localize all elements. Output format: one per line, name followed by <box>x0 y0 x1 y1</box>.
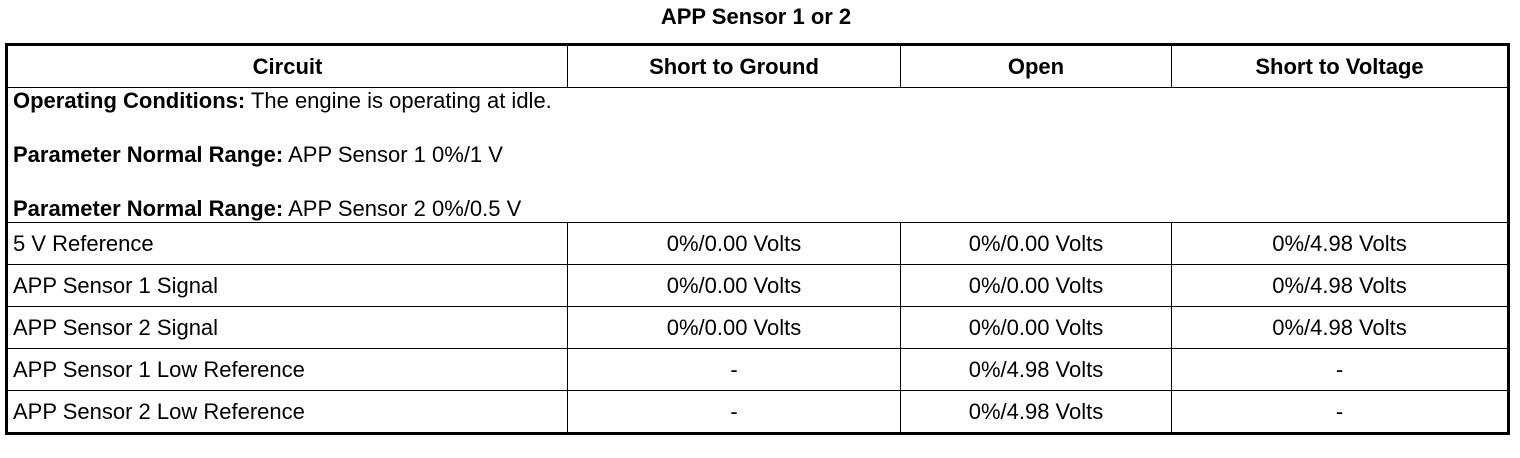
condition-text: APP Sensor 2 0%/0.5 V <box>283 196 522 221</box>
header-open: Open <box>901 45 1172 88</box>
short-to-voltage-cell: 0%/4.98 Volts <box>1172 307 1509 349</box>
open-cell: 0%/0.00 Volts <box>901 307 1172 349</box>
short-to-ground-cell: 0%/0.00 Volts <box>568 223 901 265</box>
circuit-cell: APP Sensor 1 Low Reference <box>7 349 568 391</box>
condition-label: Parameter Normal Range: <box>13 196 284 221</box>
circuit-cell: 5 V Reference <box>7 223 568 265</box>
open-cell: 0%/0.00 Volts <box>901 223 1172 265</box>
table-row <box>7 349 1509 391</box>
table-row <box>7 265 1509 307</box>
table-row <box>7 223 1509 265</box>
open-cell: 0%/4.98 Volts <box>901 349 1172 391</box>
short-to-ground-cell: - <box>568 349 901 391</box>
short-to-voltage-cell: - <box>1172 391 1509 434</box>
short-to-ground-cell: - <box>568 391 901 434</box>
table-row <box>7 391 1509 434</box>
table-row <box>7 307 1509 349</box>
header-short-to-ground: Short to Ground <box>568 45 901 88</box>
condition-label: Parameter Normal Range: <box>13 142 284 167</box>
diagnostic-table <box>5 43 1510 435</box>
parameter-range-sensor-2 <box>13 196 1502 222</box>
condition-label: Operating Conditions: <box>13 88 246 113</box>
conditions-cell <box>7 88 1509 223</box>
open-cell: 0%/0.00 Volts <box>901 265 1172 307</box>
short-to-voltage-cell: 0%/4.98 Volts <box>1172 223 1509 265</box>
open-cell: 0%/4.98 Volts <box>901 391 1172 434</box>
table-title: APP Sensor 1 or 2 <box>660 4 852 29</box>
short-to-ground-cell: 0%/0.00 Volts <box>568 307 901 349</box>
circuit-cell: APP Sensor 2 Low Reference <box>7 391 568 434</box>
short-to-voltage-cell: - <box>1172 349 1509 391</box>
header-row <box>7 45 1509 88</box>
short-to-ground-cell: 0%/0.00 Volts <box>568 265 901 307</box>
condition-text: APP Sensor 1 0%/1 V <box>283 142 503 167</box>
short-to-voltage-cell: 0%/4.98 Volts <box>1172 265 1509 307</box>
parameter-range-sensor-1 <box>13 142 1502 168</box>
header-short-to-voltage: Short to Voltage <box>1172 45 1509 88</box>
circuit-cell: APP Sensor 2 Signal <box>7 307 568 349</box>
condition-text: The engine is operating at idle. <box>245 88 552 113</box>
circuit-cell: APP Sensor 1 Signal <box>7 265 568 307</box>
header-circuit: Circuit <box>7 45 568 88</box>
operating-conditions <box>13 88 1502 114</box>
conditions-row <box>7 88 1509 223</box>
